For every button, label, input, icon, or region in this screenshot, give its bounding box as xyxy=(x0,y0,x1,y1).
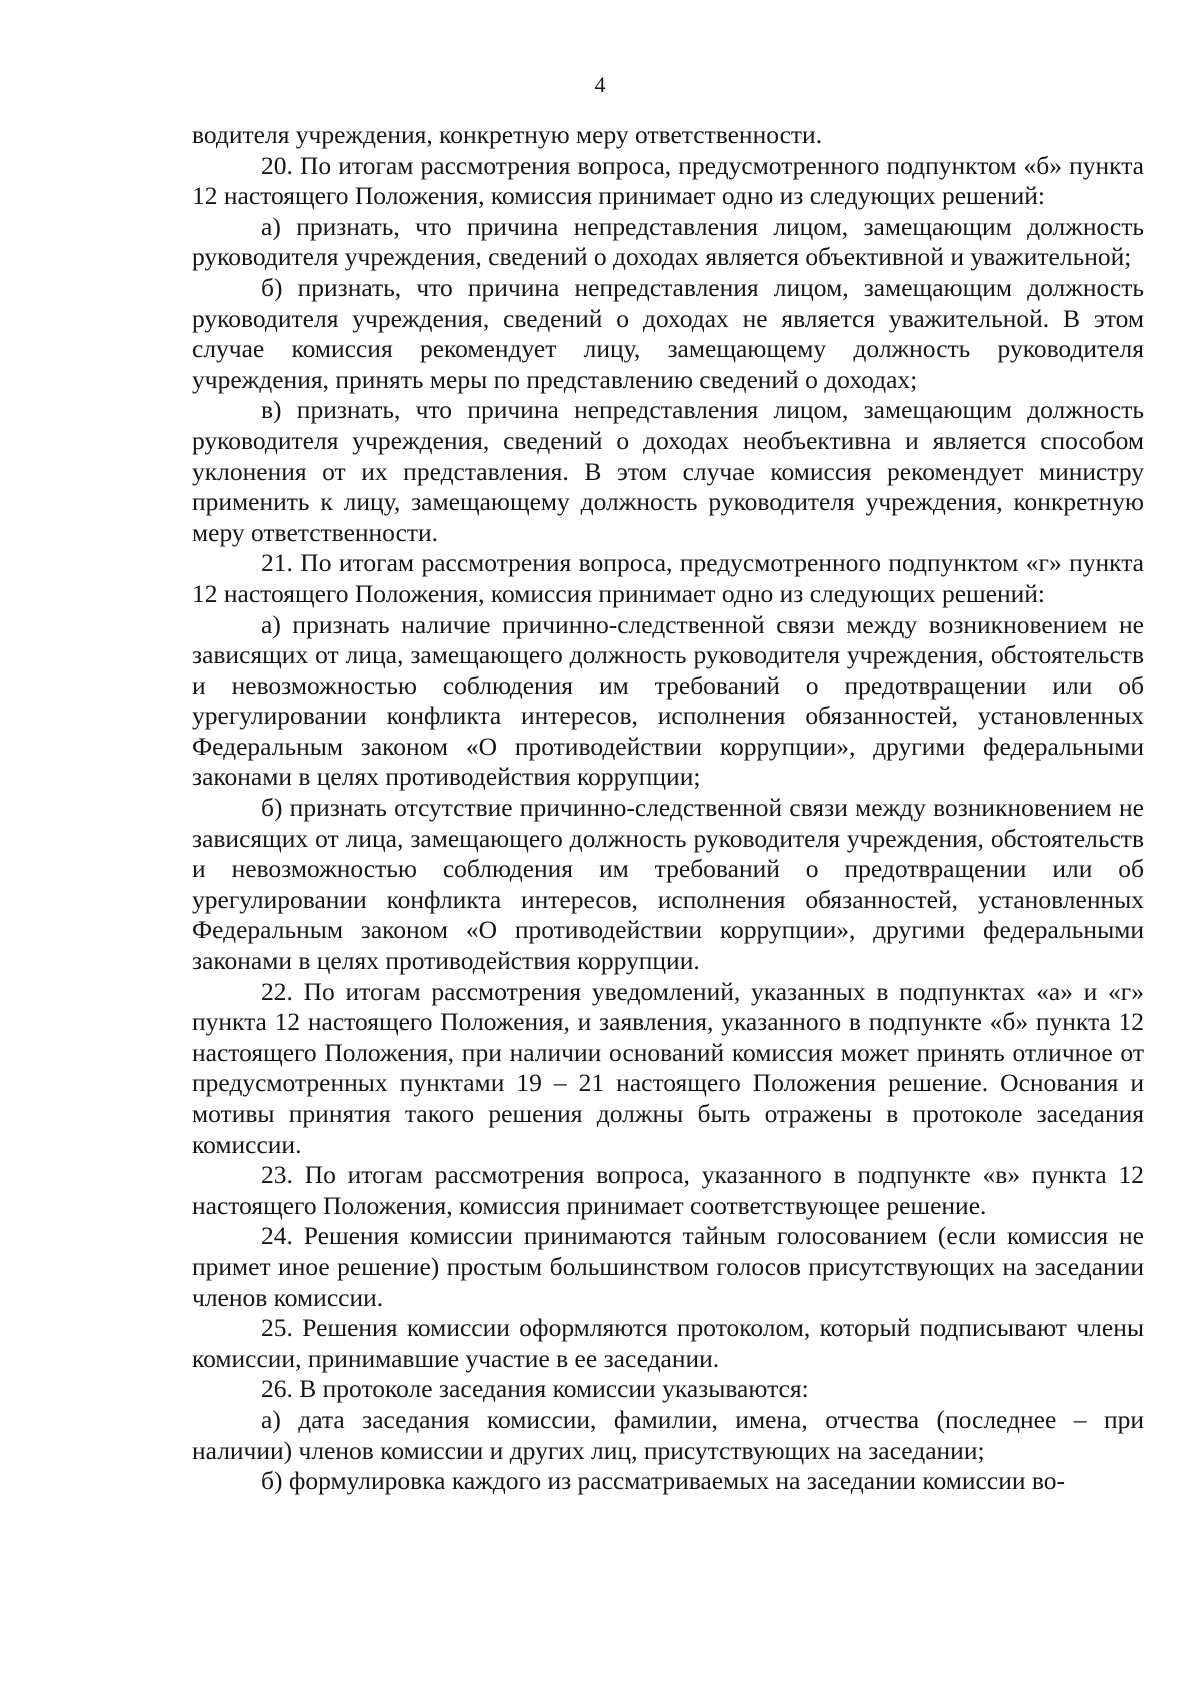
paragraph-item-21: 21. По итогам рассмотрения вопроса, предусмотренного подпунктом «г» пункта 12 настоящего Положения, комиссия принимает одно из следующих решений: xyxy=(192,548,1144,608)
paragraph-item-21b: б) признать отсутствие причинно-следственной связи между возникновением не зависящих от лица, замещающего должность руководителя учреждения, обстоятельств и невозможностью соблюдения им требований о предотвращении или об урегулировании конфликта интересов, исполнения обязанностей, установленных Федеральным законом «О противодействии коррупции», другими федеральными законами в целях противодействия коррупции. xyxy=(192,793,1144,976)
document-body xyxy=(192,120,1144,1497)
paragraph-item-21a: а) признать наличие причинно-следственной связи между возникновением не зависящих от лица, замещающего должность руководителя учреждения, обстоятельств и невозможностью соблюдения им требований о предотвращении или об урегулировании конфликта интересов, исполнения обязанностей, установленных Федеральным законом «О противодействии коррупции», другими федеральными законами в целях противодействия коррупции; xyxy=(192,609,1144,792)
paragraph-item-20b: б) признать, что причина непредставления лицом, замещающим должность руководителя учреждения, сведений о доходах не является уважительной. В этом случае комиссия рекомендует лицу, замещающему должность руководителя учреждения, принять меры по представлению сведений о доходах; xyxy=(192,272,1144,394)
paragraph-item-24: 24. Решения комиссии принимаются тайным голосованием (если комиссия не примет иное решение) простым большинством голосов присутствующих на заседании членов комиссии. xyxy=(192,1221,1144,1312)
paragraph-item-25: 25. Решения комиссии оформляются протоколом, который подписывают члены комиссии, принимавшие участие в ее заседании. xyxy=(192,1313,1144,1373)
paragraph-item-26a: а) дата заседания комиссии, фамилии, имена, отчества (последнее – при наличии) членов комиссии и других лиц, присутствующих на заседании; xyxy=(192,1404,1144,1465)
paragraph-item-20: 20. По итогам рассмотрения вопроса, предусмотренного подпунктом «б» пункта 12 настоящего Положения, комиссия принимает одно из следующих решений: xyxy=(192,150,1144,211)
paragraph-item-22: 22. По итогам рассмотрения уведомлений, указанных в подпунктах «а» и «г» пункта 12 настоящего Положения, и заявления, указанного в подпункте «б» пункта 12 настоящего Положения, при наличии оснований комиссия может принять отличное от предусмотренных пунктами 19 – 21 настоящего Положения решение. Основания и мотивы принятия такого решения должны быть отражены в протоколе заседания комиссии. xyxy=(192,976,1144,1159)
paragraph-continuation: водителя учреждения, конкретную меру ответственности. xyxy=(192,120,823,149)
page-number: 4 xyxy=(594,72,606,97)
paragraph-item-26: 26. В протоколе заседания комиссии указываются: xyxy=(261,1374,809,1404)
paragraph-item-20v: в) признать, что причина непредставления лицом, замещающим должность руководителя учреждения, сведений о доходах необъективна и является способом уклонения от их представления. В этом случае комиссия рекомендует министру применить к лицу, замещающему должность руководителя учреждения, конкретную меру ответственности. xyxy=(192,395,1144,547)
paragraph-item-20a: а) признать, что причина непредставления лицом, замещающим должность руководителя учреждения, сведений о доходах является объективной и уважительной; xyxy=(192,211,1144,272)
paragraph-item-26b: б) формулировка каждого из рассматриваемых на заседании комиссии во- xyxy=(261,1466,1065,1496)
paragraph-item-23: 23. По итогам рассмотрения вопроса, указанного в подпункте «в» пункта 12 настоящего Положения, комиссия принимает соответствующее решение. xyxy=(192,1160,1144,1220)
